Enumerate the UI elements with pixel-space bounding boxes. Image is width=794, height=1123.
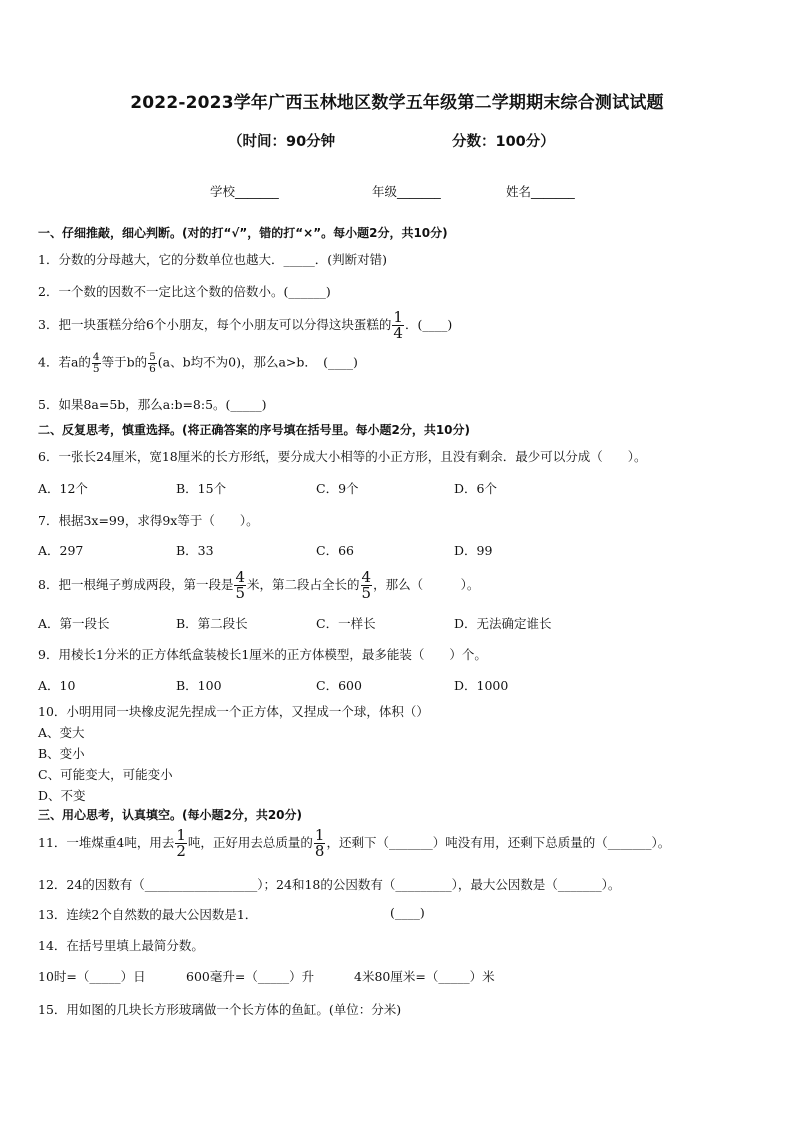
question-3 xyxy=(38,310,452,341)
fraction-four-fifths-total xyxy=(361,570,373,601)
fraction-denominator: 5 xyxy=(235,584,246,602)
fraction-numerator: 4 xyxy=(361,568,372,586)
name-field: 姓名_______ xyxy=(506,184,575,199)
question-6-option-d: D．6个 xyxy=(454,481,497,496)
fraction-numerator: 4 xyxy=(235,568,246,586)
time-label: （时间：90分钟 xyxy=(228,134,336,150)
question-13-blank: (____) xyxy=(390,905,425,920)
question-14-item-3: 4米80厘米=（_____）米 xyxy=(354,969,495,984)
question-10: 10．小明用同一块橡皮泥先捏成一个正方体，又捏成一个球，体积（） xyxy=(38,704,429,719)
question-8-part-b: 米，第二段占全长的 xyxy=(247,577,360,592)
fraction-denominator: 8 xyxy=(314,842,325,860)
question-6: 6．一张长24厘米，宽18厘米的长方形纸，要分成大小相等的小正方形，且没有剩余．最少可以分成（ ）。 xyxy=(38,449,647,464)
question-9-option-d: D．1000 xyxy=(454,678,509,693)
section-1-heading: 一、仔细推敲，细心判断。(对的打“√”，错的打“×”。每小题2分，共10分) xyxy=(38,226,448,240)
question-7-option-c: C．66 xyxy=(316,543,354,558)
question-7: 7．根据3x=99，求得9x等于（ ）。 xyxy=(38,513,259,528)
fraction-numerator: 1 xyxy=(393,308,403,326)
question-4-part-b: 等于b的 xyxy=(101,354,148,370)
question-14: 14．在括号里填上最简分数。 xyxy=(38,938,204,953)
question-11 xyxy=(38,828,670,859)
question-10-option-c: C、可能变大，可能变小 xyxy=(38,767,173,782)
question-8-tail: ，那么（ ）。 xyxy=(373,577,480,592)
question-8-part-a: 8．把一根绳子剪成两段，第一段是 xyxy=(38,577,234,592)
question-9: 9．用棱长1分米的正方体纸盒装棱长1厘米的正方体模型，最多能装（ ）个。 xyxy=(38,647,487,662)
question-11-tail: ，还剩下（_______）吨没有用，还剩下总质量的（_______）。 xyxy=(326,835,671,850)
question-7-option-d: D．99 xyxy=(454,543,493,558)
question-4-tail: (a、b均不为0)，那么a>b． (____) xyxy=(157,354,358,370)
question-10-option-a: A、变大 xyxy=(38,725,85,740)
fraction-denominator: 5 xyxy=(361,584,372,602)
question-8-option-b: B．第二段长 xyxy=(176,616,248,631)
question-8 xyxy=(38,570,479,601)
fraction-denominator: 6 xyxy=(149,362,156,375)
fraction-five-sixths xyxy=(148,352,157,374)
question-6-option-a: A．12个 xyxy=(38,481,88,496)
fraction-numerator: 4 xyxy=(92,351,100,363)
fraction-numerator: 5 xyxy=(149,351,156,363)
school-field: 学校_______ xyxy=(210,184,279,199)
page-title: 2022-2023学年广西玉林地区数学五年级第二学期期末综合测试试题 xyxy=(130,93,664,113)
question-14-item-1: 10时=（_____）日 xyxy=(38,969,146,984)
grade-field: 年级_______ xyxy=(372,184,441,199)
question-14-item-2: 600毫升=（_____）升 xyxy=(186,969,315,984)
question-7-option-b: B．33 xyxy=(176,543,214,558)
fraction-numerator: 1 xyxy=(314,826,325,844)
question-8-option-a: A．第一段长 xyxy=(38,616,110,631)
question-7-option-a: A．297 xyxy=(38,543,84,558)
question-10-option-b: B、变小 xyxy=(38,746,85,761)
question-1: 1．分数的分母越大，它的分数单位也越大．_____．(判断对错) xyxy=(38,252,387,267)
question-9-option-b: B．100 xyxy=(176,678,222,693)
question-3-tail: ．(____) xyxy=(404,317,453,332)
fraction-four-fifths xyxy=(92,352,101,374)
question-5: 5．如果8a=5b，那么a:b=8:5。(_____) xyxy=(38,397,267,412)
fraction-one-half xyxy=(175,828,187,859)
question-9-option-a: A．10 xyxy=(38,678,76,693)
question-4-part-a: 4．若a的 xyxy=(38,354,91,370)
question-10-option-d: D、不变 xyxy=(38,788,86,803)
score-label: 分数：100分） xyxy=(452,134,555,150)
fraction-numerator: 1 xyxy=(176,826,186,844)
question-3-text: 3．把一块蛋糕分给6个小朋友，每个小朋友可以分得这块蛋糕的 xyxy=(38,317,392,332)
question-6-option-c: C．9个 xyxy=(316,481,359,496)
question-13: 13．连续2个自然数的最大公因数是1． xyxy=(38,907,258,922)
section-2-heading: 二、反复思考，慎重选择。(将正确答案的序号填在括号里。每小题2分，共10分) xyxy=(38,423,471,437)
fraction-denominator: 2 xyxy=(176,842,186,860)
fraction-one-eighth xyxy=(314,828,326,859)
question-15: 15．用如图的几块长方形玻璃做一个长方体的鱼缸。(单位：分米) xyxy=(38,1002,402,1017)
fraction-denominator: 5 xyxy=(92,362,100,375)
fraction-denominator: 4 xyxy=(393,324,403,342)
question-11-part-a: 11．一堆煤重4吨，用去 xyxy=(38,835,175,850)
question-6-option-b: B．15个 xyxy=(176,481,227,496)
question-4 xyxy=(38,352,358,374)
section-3-heading: 三、用心思考，认真填空。(每小题2分，共20分) xyxy=(38,808,303,822)
question-8-option-d: D．无法确定谁长 xyxy=(454,616,552,631)
question-11-part-b: 吨，正好用去总质量的 xyxy=(187,835,313,850)
question-8-option-c: C．一样长 xyxy=(316,616,376,631)
question-9-option-c: C．600 xyxy=(316,678,362,693)
question-12: 12．24的因数有（__________________）；24和18的公因数有（_________），最大公因数是（_______）。 xyxy=(38,877,621,892)
fraction-four-fifths-meter xyxy=(234,570,246,601)
question-2: 2．一个数的因数不一定比这个数的倍数小。(______) xyxy=(38,284,331,299)
fraction-one-quarter xyxy=(392,310,404,341)
